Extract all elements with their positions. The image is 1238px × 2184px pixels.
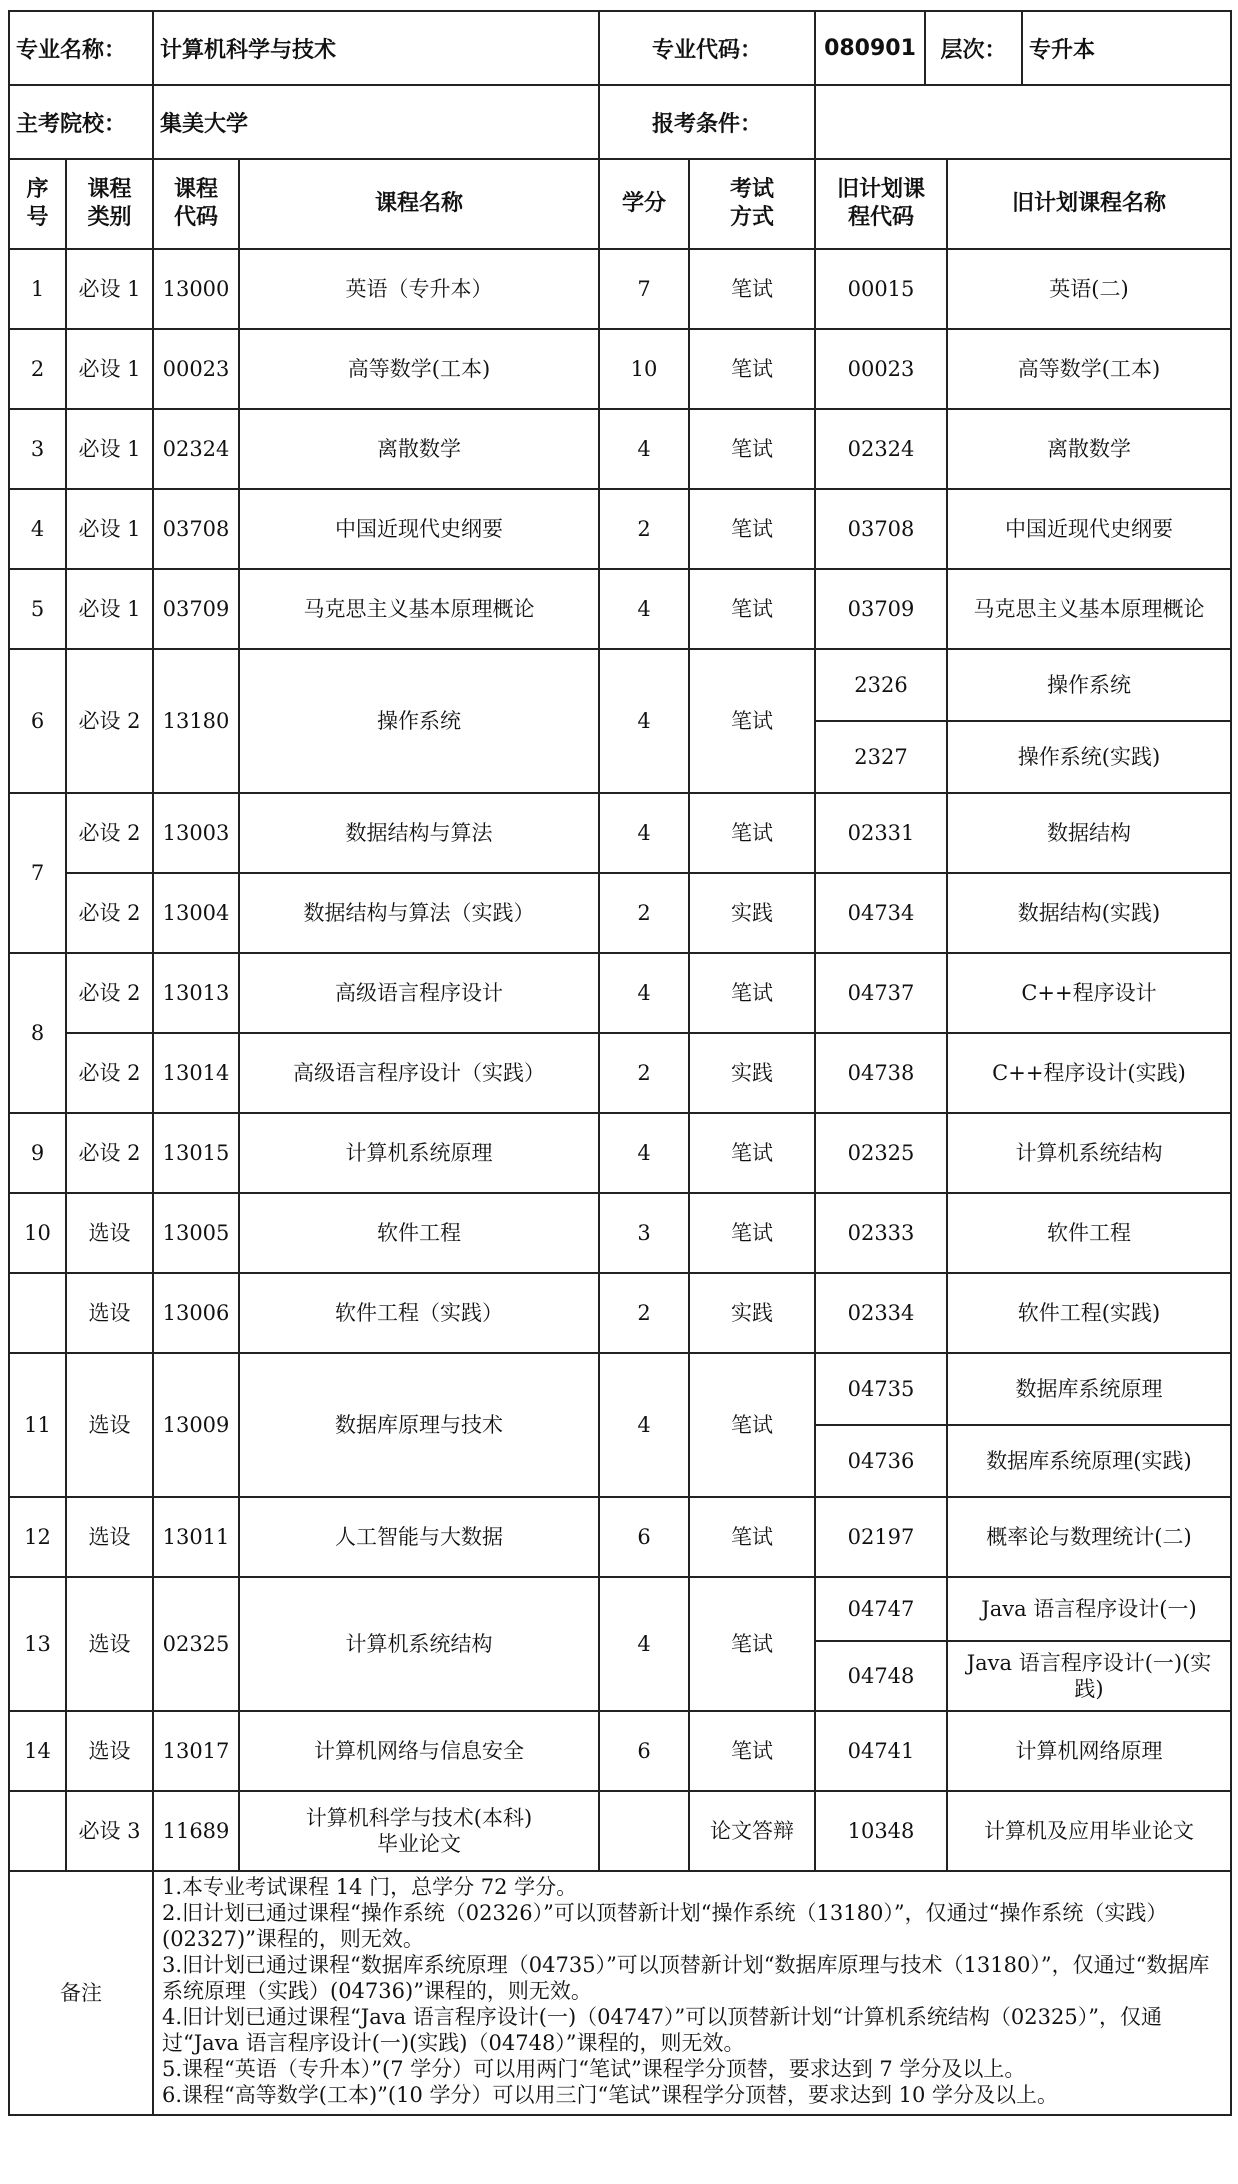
table-row xyxy=(9,1033,1231,1113)
header-row-1 xyxy=(9,11,1231,85)
cell-credits: 4 xyxy=(599,953,689,1033)
table-row xyxy=(9,409,1231,489)
cell-category: 必设 2 xyxy=(66,873,153,953)
cell-old-name: 计算机及应用毕业论文 xyxy=(947,1791,1231,1871)
cell-exam: 笔试 xyxy=(689,1711,815,1791)
cell-code: 03709 xyxy=(153,569,239,649)
cell-old-name: Java 语言程序设计(一) xyxy=(947,1577,1231,1641)
cell-exam: 笔试 xyxy=(689,329,815,409)
cell-name: 高等数学(工本) xyxy=(239,329,599,409)
cell-credits: 2 xyxy=(599,1273,689,1353)
column-header-row xyxy=(9,159,1231,249)
curriculum-document xyxy=(8,10,1230,2116)
cell-old-name: C++程序设计(实践) xyxy=(947,1033,1231,1113)
cell-seq: 2 xyxy=(9,329,66,409)
cell-category: 必设 2 xyxy=(66,793,153,873)
cell-old-code: 03709 xyxy=(815,569,947,649)
cell-credits: 3 xyxy=(599,1193,689,1273)
cell-old-name: 离散数学 xyxy=(947,409,1231,489)
cell-old-name: 数据库系统原理(实践) xyxy=(947,1425,1231,1497)
cell-name: 英语（专升本） xyxy=(239,249,599,329)
table-row xyxy=(9,1273,1231,1353)
cell-category: 选设 xyxy=(66,1711,153,1791)
table-row xyxy=(9,569,1231,649)
cell-credits: 4 xyxy=(599,793,689,873)
col-exam-text: 考试方式 xyxy=(729,177,774,230)
cell-exam: 笔试 xyxy=(689,409,815,489)
col-name: 课程名称 xyxy=(239,159,599,249)
cell-name-text: 计算机科学与技术(本科)毕业论文 xyxy=(305,1806,533,1856)
cell-credits: 4 xyxy=(599,649,689,793)
cell-code: 00023 xyxy=(153,329,239,409)
major-name-value: 计算机科学与技术 xyxy=(153,11,599,85)
cell-old-name: 软件工程 xyxy=(947,1193,1231,1273)
table-row xyxy=(9,649,1231,721)
cell-exam: 笔试 xyxy=(689,1577,815,1711)
col-credits: 学分 xyxy=(599,159,689,249)
cell-old-code: 2327 xyxy=(815,721,947,793)
table-row xyxy=(9,1193,1231,1273)
cell-old-code: 02325 xyxy=(815,1113,947,1193)
cell-code: 13014 xyxy=(153,1033,239,1113)
cell-exam: 实践 xyxy=(689,873,815,953)
cell-old-name: 高等数学(工本) xyxy=(947,329,1231,409)
note-item: 2.旧计划已通过课程“操作系统（02326）”可以顶替新计划“操作系统（13180）”，仅通过“操作系统（实践）(02327)”课程的，则无效。 xyxy=(162,1901,1168,1951)
cell-seq: 14 xyxy=(9,1711,66,1791)
cell-category: 选设 xyxy=(66,1577,153,1711)
cell-name: 软件工程 xyxy=(239,1193,599,1273)
cell-old-code: 10348 xyxy=(815,1791,947,1871)
cell-code: 13005 xyxy=(153,1193,239,1273)
cell-seq: 3 xyxy=(9,409,66,489)
cell-old-name: 软件工程(实践) xyxy=(947,1273,1231,1353)
cell-credits: 4 xyxy=(599,409,689,489)
cell-old-code: 04735 xyxy=(815,1353,947,1425)
cell-code: 13017 xyxy=(153,1711,239,1791)
cell-name: 计算机网络与信息安全 xyxy=(239,1711,599,1791)
notes-content xyxy=(153,1871,1231,2115)
cell-credits: 6 xyxy=(599,1497,689,1577)
table-row xyxy=(9,249,1231,329)
cell-seq: 7 xyxy=(9,793,66,953)
cell-exam: 笔试 xyxy=(689,1113,815,1193)
school-label: 主考院校： xyxy=(9,85,153,159)
cell-name: 离散数学 xyxy=(239,409,599,489)
cell-name: 计算机系统原理 xyxy=(239,1113,599,1193)
cell-code: 13180 xyxy=(153,649,239,793)
cell-old-name: 数据库系统原理 xyxy=(947,1353,1231,1425)
cell-category: 选设 xyxy=(66,1273,153,1353)
cell-old-name: 计算机网络原理 xyxy=(947,1711,1231,1791)
cell-old-name: 英语(二) xyxy=(947,249,1231,329)
cell-name xyxy=(239,1791,599,1871)
table-row xyxy=(9,793,1231,873)
cell-name: 计算机系统结构 xyxy=(239,1577,599,1711)
cell-old-name: 操作系统(实践) xyxy=(947,721,1231,793)
cell-category: 必设 3 xyxy=(66,1791,153,1871)
cell-category: 必设 1 xyxy=(66,409,153,489)
table-row xyxy=(9,329,1231,409)
note-item: 5.课程“英语（专升本）”(7 学分）可以用两门“笔试”课程学分顶替，要求达到 7 学分及以上。 xyxy=(162,2057,1026,2081)
condition-value xyxy=(815,85,1231,159)
cell-name: 中国近现代史纲要 xyxy=(239,489,599,569)
table-row xyxy=(9,1497,1231,1577)
note-item: 1.本专业考试课程 14 门，总学分 72 学分。 xyxy=(162,1875,578,1899)
cell-name: 高级语言程序设计 xyxy=(239,953,599,1033)
col-old-code-text: 旧计划课程代码 xyxy=(836,177,925,230)
table-row xyxy=(9,489,1231,569)
cell-old-name: 中国近现代史纲要 xyxy=(947,489,1231,569)
col-old-code xyxy=(815,159,947,249)
cell-exam: 实践 xyxy=(689,1273,815,1353)
col-exam xyxy=(689,159,815,249)
cell-credits: 2 xyxy=(599,1033,689,1113)
cell-name: 数据结构与算法（实践） xyxy=(239,873,599,953)
cell-category: 必设 2 xyxy=(66,953,153,1033)
cell-old-code: 04748 xyxy=(815,1641,947,1711)
table-row xyxy=(9,1113,1231,1193)
course-table-body xyxy=(9,249,1231,2115)
cell-code: 13011 xyxy=(153,1497,239,1577)
cell-credits: 2 xyxy=(599,489,689,569)
cell-old-name: Java 语言程序设计(一)(实践) xyxy=(947,1641,1231,1711)
table-row xyxy=(9,1577,1231,1641)
note-item: 4.旧计划已通过课程“Java 语言程序设计(一)（04747）”可以顶替新计划“计算机系统结构（02325）”，仅通过“Java 语言程序设计(一)(实践)（04748）”课程的，则无效。 xyxy=(162,2005,1162,2055)
cell-seq xyxy=(9,1273,66,1353)
cell-exam: 笔试 xyxy=(689,569,815,649)
cell-name: 数据结构与算法 xyxy=(239,793,599,873)
cell-seq: 8 xyxy=(9,953,66,1113)
cell-credits: 10 xyxy=(599,329,689,409)
cell-category: 必设 2 xyxy=(66,649,153,793)
cell-exam: 笔试 xyxy=(689,1497,815,1577)
cell-category: 必设 1 xyxy=(66,569,153,649)
cell-code: 13009 xyxy=(153,1353,239,1497)
level-value: 专升本 xyxy=(1022,11,1231,85)
cell-category: 选设 xyxy=(66,1193,153,1273)
table-row xyxy=(9,953,1231,1033)
cell-credits: 4 xyxy=(599,1577,689,1711)
header-table xyxy=(8,10,1232,160)
course-table xyxy=(8,158,1232,2116)
cell-seq: 9 xyxy=(9,1113,66,1193)
cell-category: 必设 1 xyxy=(66,249,153,329)
cell-seq: 1 xyxy=(9,249,66,329)
cell-old-name: 马克思主义基本原理概论 xyxy=(947,569,1231,649)
cell-old-code: 04737 xyxy=(815,953,947,1033)
cell-credits xyxy=(599,1791,689,1871)
cell-exam: 笔试 xyxy=(689,953,815,1033)
col-category-text: 课程类别 xyxy=(87,177,132,230)
cell-old-code: 02331 xyxy=(815,793,947,873)
cell-code: 13006 xyxy=(153,1273,239,1353)
col-code xyxy=(153,159,239,249)
cell-seq xyxy=(9,1791,66,1871)
cell-exam: 笔试 xyxy=(689,249,815,329)
cell-seq: 4 xyxy=(9,489,66,569)
cell-credits: 4 xyxy=(599,1353,689,1497)
cell-old-name: 数据结构 xyxy=(947,793,1231,873)
cell-code: 13015 xyxy=(153,1113,239,1193)
cell-old-code: 04734 xyxy=(815,873,947,953)
cell-old-name: C++程序设计 xyxy=(947,953,1231,1033)
cell-seq: 5 xyxy=(9,569,66,649)
cell-old-name: 数据结构(实践) xyxy=(947,873,1231,953)
col-old-name: 旧计划课程名称 xyxy=(947,159,1231,249)
cell-code: 03708 xyxy=(153,489,239,569)
cell-old-code: 02334 xyxy=(815,1273,947,1353)
cell-old-name: 概率论与数理统计(二) xyxy=(947,1497,1231,1577)
cell-credits: 2 xyxy=(599,873,689,953)
table-row xyxy=(9,1791,1231,1871)
table-row xyxy=(9,873,1231,953)
major-code-value: 080901 xyxy=(815,11,925,85)
cell-old-name: 计算机系统结构 xyxy=(947,1113,1231,1193)
cell-old-code: 02197 xyxy=(815,1497,947,1577)
cell-exam: 笔试 xyxy=(689,793,815,873)
cell-exam: 笔试 xyxy=(689,1193,815,1273)
condition-label: 报考条件： xyxy=(599,85,815,159)
cell-old-code: 04741 xyxy=(815,1711,947,1791)
cell-credits: 4 xyxy=(599,1113,689,1193)
col-seq: 序号 xyxy=(9,159,66,249)
cell-seq: 6 xyxy=(9,649,66,793)
cell-category: 选设 xyxy=(66,1353,153,1497)
cell-code: 13013 xyxy=(153,953,239,1033)
cell-category: 必设 1 xyxy=(66,489,153,569)
cell-credits: 7 xyxy=(599,249,689,329)
cell-name: 软件工程（实践） xyxy=(239,1273,599,1353)
cell-name: 马克思主义基本原理概论 xyxy=(239,569,599,649)
cell-code: 02324 xyxy=(153,409,239,489)
col-category xyxy=(66,159,153,249)
cell-exam: 笔试 xyxy=(689,489,815,569)
notes-label: 备注 xyxy=(9,1871,153,2115)
major-name-label: 专业名称： xyxy=(9,11,153,85)
cell-old-code: 04747 xyxy=(815,1577,947,1641)
cell-credits: 6 xyxy=(599,1711,689,1791)
major-code-label: 专业代码： xyxy=(599,11,815,85)
cell-code: 13003 xyxy=(153,793,239,873)
cell-exam: 论文答辩 xyxy=(689,1791,815,1871)
cell-exam: 实践 xyxy=(689,1033,815,1113)
cell-name: 操作系统 xyxy=(239,649,599,793)
cell-old-code: 03708 xyxy=(815,489,947,569)
cell-seq: 12 xyxy=(9,1497,66,1577)
cell-old-code: 00015 xyxy=(815,249,947,329)
cell-category: 必设 2 xyxy=(66,1033,153,1113)
school-value: 集美大学 xyxy=(153,85,599,159)
col-code-text: 课程代码 xyxy=(173,177,218,230)
cell-old-code: 02333 xyxy=(815,1193,947,1273)
notes-row xyxy=(9,1871,1231,2115)
cell-old-code: 02324 xyxy=(815,409,947,489)
cell-old-code: 00023 xyxy=(815,329,947,409)
cell-code: 11689 xyxy=(153,1791,239,1871)
cell-old-code: 04738 xyxy=(815,1033,947,1113)
cell-code: 13000 xyxy=(153,249,239,329)
cell-code: 02325 xyxy=(153,1577,239,1711)
note-item: 3.旧计划已通过课程“数据库系统原理（04735）”可以顶替新计划“数据库原理与技术（13180）”，仅通过“数据库系统原理（实践）(04736)”课程的，则无效。 xyxy=(162,1953,1210,2003)
cell-name: 人工智能与大数据 xyxy=(239,1497,599,1577)
cell-category: 选设 xyxy=(66,1497,153,1577)
level-label: 层次： xyxy=(925,11,1022,85)
header-row-2 xyxy=(9,85,1231,159)
cell-name: 数据库原理与技术 xyxy=(239,1353,599,1497)
cell-seq: 13 xyxy=(9,1577,66,1711)
cell-exam: 笔试 xyxy=(689,649,815,793)
cell-category: 必设 2 xyxy=(66,1113,153,1193)
cell-exam: 笔试 xyxy=(689,1353,815,1497)
cell-category: 必设 1 xyxy=(66,329,153,409)
cell-code: 13004 xyxy=(153,873,239,953)
cell-old-name: 操作系统 xyxy=(947,649,1231,721)
note-item: 6.课程“高等数学(工本)”(10 学分）可以用三门“笔试”课程学分顶替，要求达到 10 学分及以上。 xyxy=(162,2083,1059,2107)
cell-old-code: 04736 xyxy=(815,1425,947,1497)
cell-credits: 4 xyxy=(599,569,689,649)
cell-name: 高级语言程序设计（实践） xyxy=(239,1033,599,1113)
cell-seq: 10 xyxy=(9,1193,66,1273)
table-row xyxy=(9,1353,1231,1425)
cell-old-code: 2326 xyxy=(815,649,947,721)
table-row xyxy=(9,1711,1231,1791)
cell-seq: 11 xyxy=(9,1353,66,1497)
